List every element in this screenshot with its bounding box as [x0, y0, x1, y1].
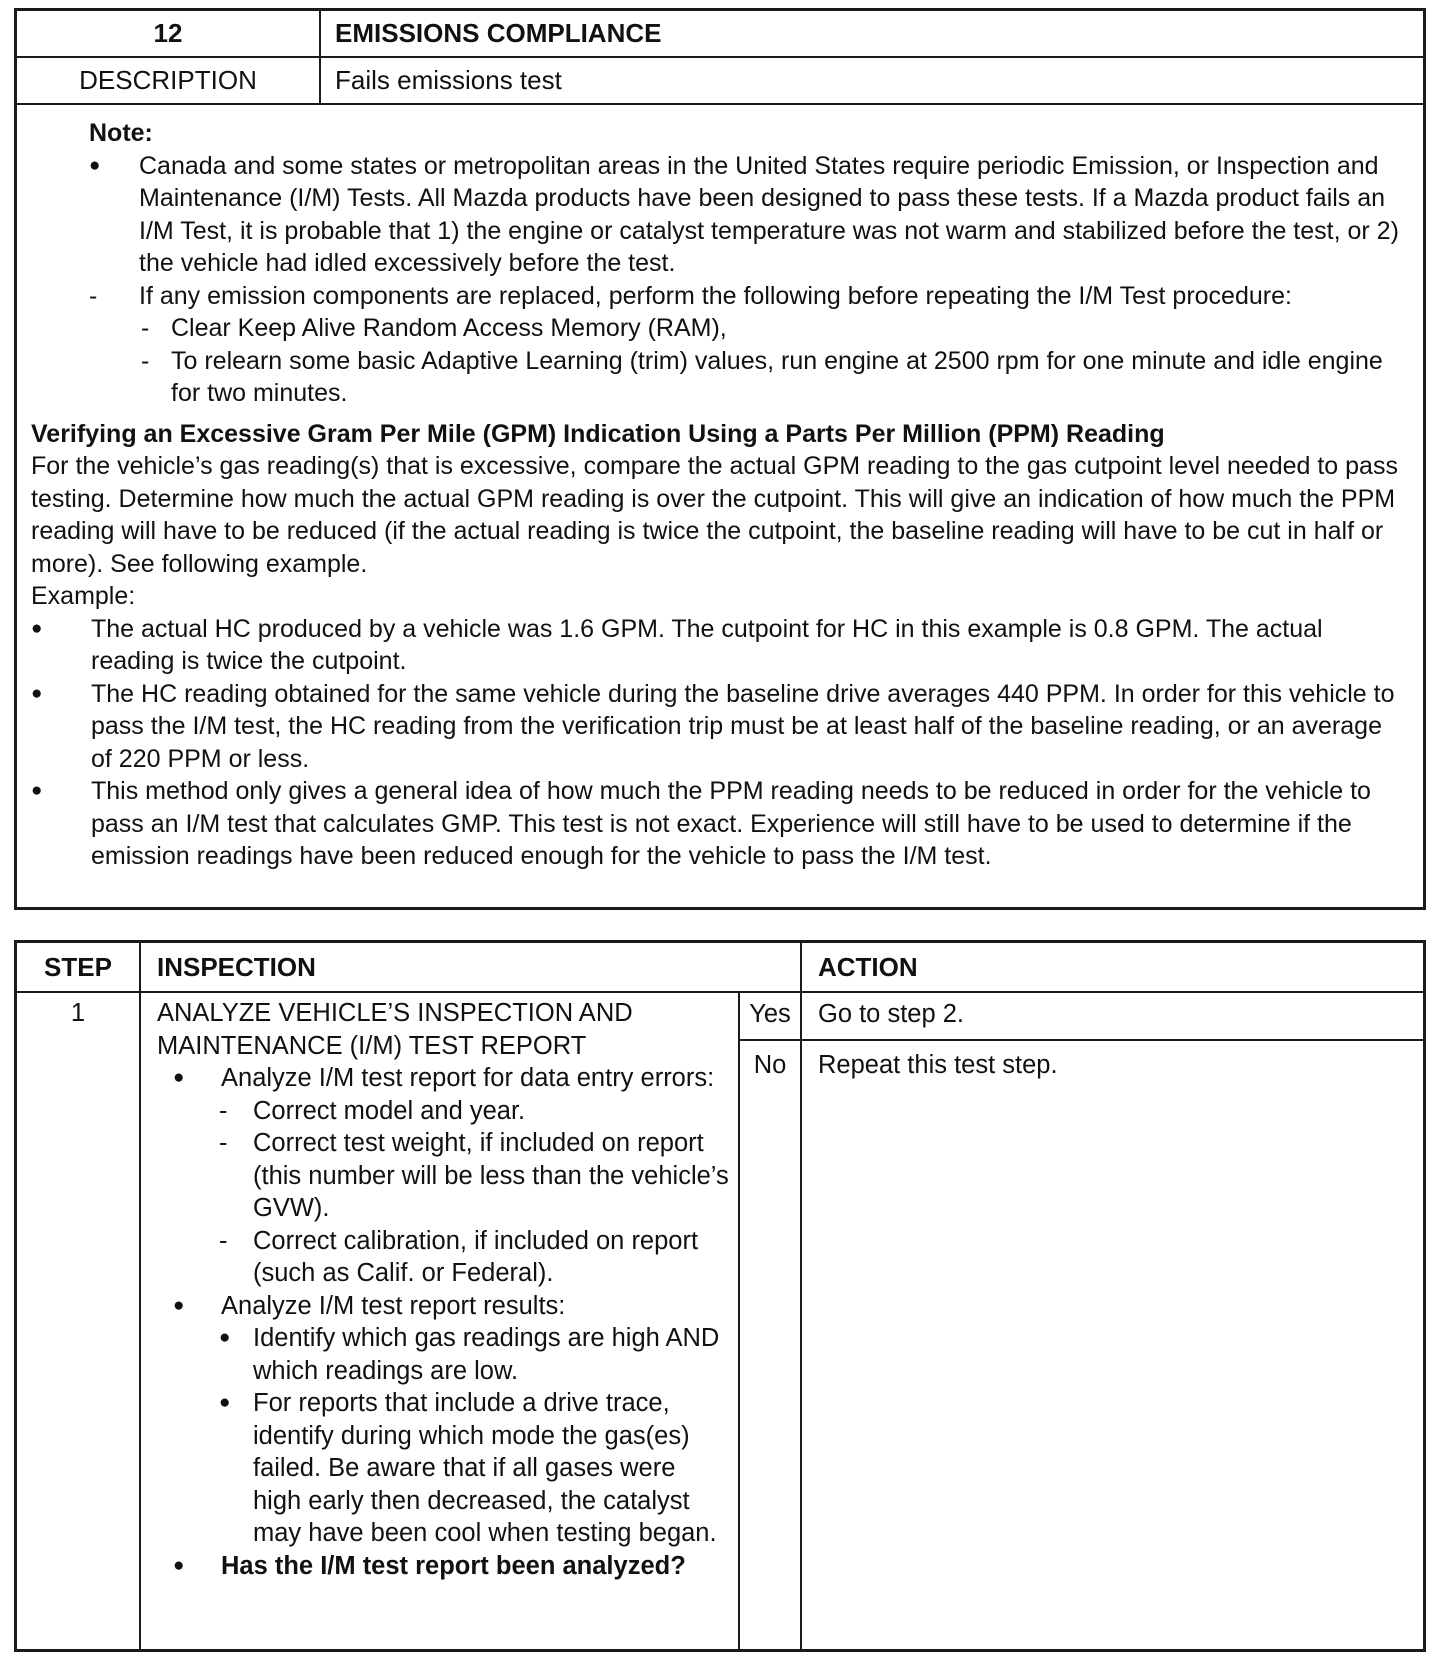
- list-item: [31, 312, 1407, 345]
- list-item: [31, 280, 1407, 313]
- no-row: [740, 1041, 1423, 1649]
- note-text: If any emission components are replaced, perform the following before repeating the I/M Test procedure:: [139, 281, 1292, 310]
- inspection-text: Identify which gas readings are high AND which readings are low.: [253, 1324, 720, 1385]
- bullet-icon: ●: [31, 780, 43, 801]
- bullet-icon: ●: [219, 1392, 231, 1413]
- inspection-question: Has the I/M test report been analyzed?: [221, 1551, 686, 1580]
- example-text: The HC reading obtained for the same vehicle during the baseline drive averages 440 PPM. In order for this vehicle to pass the I/M test, the HC reading from the verification trip must be at least half of the baseline reading, or an average of 220 PPM or less.: [91, 679, 1395, 773]
- dash-icon: -: [141, 346, 150, 375]
- note-text: Clear Keep Alive Random Access Memory (RAM),: [171, 314, 727, 342]
- list-item: [157, 1550, 730, 1583]
- description-value: Fails emissions test: [335, 65, 562, 95]
- step-table: [14, 940, 1426, 1652]
- list-item: [157, 1387, 730, 1550]
- inspection-text: For reports that include a drive trace, identify during which mode the gas(es) failed. Be aware that if all gases were high early then decreased, the catalyst may have been cool when testing began.: [253, 1389, 717, 1547]
- list-item: [31, 678, 1407, 776]
- no-label: No: [740, 1041, 802, 1649]
- bullet-icon: ●: [31, 617, 43, 639]
- col-action-header: ACTION: [818, 951, 918, 982]
- header-title-row: [17, 11, 1423, 58]
- yes-action: Go to step 2.: [818, 1000, 965, 1028]
- yes-row: [740, 993, 1423, 1041]
- note-text: Canada and some states or metropolitan areas in the United States require periodic Emission, or Inspection and Maintenance (I/M) Tests. All Mazda products have been designed to pass these tests. If a Mazda product fails an I/M Test, it is probable that 1) the engine or catalyst temperature was not warm and stabilized before the test, or 2) the vehicle had idled excessively before the test.: [139, 151, 1399, 277]
- verify-paragraph: For the vehicle’s gas reading(s) that is excessive, compare the actual GPM reading to the gas cutpoint level needed to pass testing. Determine how much the actual GPM reading is over the cutpoint. This will give an indication of how much the PPM reading will have to be reduced (if the actual reading is twice the cutpoint, the baseline reading will have to be cut in half or more). See following example.: [31, 452, 1398, 578]
- list-item: [31, 775, 1407, 873]
- list-item: [157, 1127, 730, 1225]
- col-step-header: STEP: [17, 943, 141, 991]
- bullet-icon: ●: [173, 1067, 185, 1088]
- inspection-title: ANALYZE VEHICLE’S INSPECTION AND MAINTENANCE (I/M) TEST REPORT: [157, 999, 633, 1060]
- list-item: [157, 1062, 730, 1095]
- list-item: [157, 1095, 730, 1128]
- example-label: Example:: [31, 582, 136, 610]
- no-action: Repeat this test step.: [818, 1051, 1058, 1079]
- header-description-row: [17, 58, 1423, 105]
- description-label: DESCRIPTION: [17, 58, 321, 103]
- table-header-row: [17, 943, 1423, 993]
- bullet-icon: ●: [31, 682, 43, 704]
- note-text: To relearn some basic Adaptive Learning (trim) values, run engine at 2500 rpm for one minute and idle engine for two minutes.: [171, 346, 1383, 407]
- list-item: [157, 1225, 730, 1290]
- note-title: Note:: [89, 119, 153, 147]
- list-item: [31, 150, 1407, 280]
- table-row: [17, 993, 1423, 1649]
- bullet-icon: ●: [219, 1327, 231, 1348]
- inspection-text: Correct test weight, if included on report (this number will be less than the vehicle’s GVW).: [253, 1129, 729, 1222]
- procedure-header-box: [14, 8, 1426, 910]
- verify-section-title: Verifying an Excessive Gram Per Mile (GPM) Indication Using a Parts Per Million (PPM) Reading: [31, 419, 1165, 448]
- inspection-text: Analyze I/M test report results:: [221, 1291, 566, 1320]
- inspection-text: Correct model and year.: [253, 1096, 526, 1125]
- procedure-title: EMISSIONS COMPLIANCE: [335, 18, 662, 48]
- yes-label: Yes: [740, 993, 802, 1039]
- dash-icon: -: [89, 281, 98, 310]
- dash-icon: -: [219, 1226, 228, 1255]
- bullet-icon: ●: [173, 1554, 185, 1576]
- inspection-text: Analyze I/M test report for data entry errors:: [221, 1064, 715, 1092]
- inspection-cell: [141, 993, 740, 1649]
- dash-icon: -: [141, 314, 150, 342]
- bullet-icon: ●: [173, 1294, 185, 1316]
- procedure-number: 12: [17, 11, 321, 56]
- answer-action-column: [740, 993, 1423, 1649]
- list-item: [31, 345, 1407, 410]
- inspection-text: Correct calibration, if included on report (such as Calif. or Federal).: [253, 1226, 699, 1287]
- example-text: The actual HC produced by a vehicle was 1.6 GPM. The cutpoint for HC in this example is 0.8 GPM. The actual reading is twice the cutpoint.: [91, 614, 1323, 675]
- step-number: 1: [17, 993, 141, 1649]
- list-item: [31, 613, 1407, 678]
- col-inspection-header: INSPECTION: [141, 943, 802, 991]
- list-item: [157, 1322, 730, 1387]
- dash-icon: -: [219, 1129, 228, 1157]
- list-item: [157, 1290, 730, 1323]
- dash-icon: -: [219, 1096, 228, 1125]
- example-text: This method only gives a general idea of how much the PPM reading needs to be reduced in order for the vehicle to pass an I/M test that calculates GMP. This test is not exact. Experience will still have to be used to determine if the emission readings have been reduced enough for the vehicle to pass the I/M test.: [91, 777, 1371, 870]
- notes-section: [17, 105, 1423, 873]
- bullet-icon: ●: [89, 154, 101, 176]
